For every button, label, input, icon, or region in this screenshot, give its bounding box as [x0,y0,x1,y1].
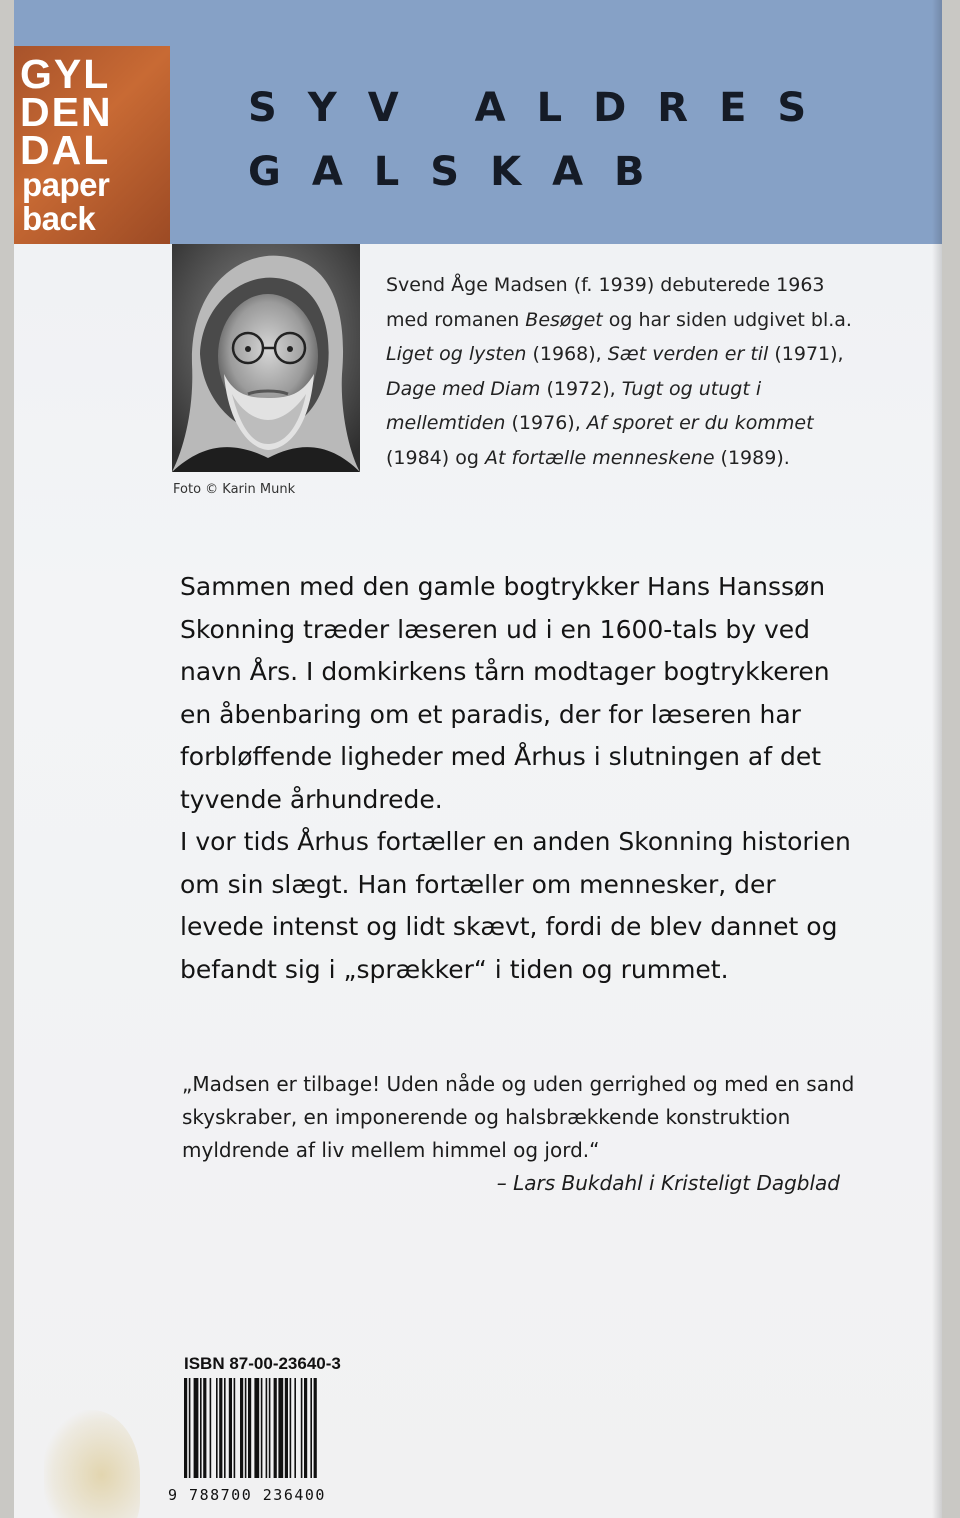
barcode-bar [310,1378,312,1478]
author-bio [386,268,856,475]
barcode [180,1378,372,1486]
barcode-bar [261,1378,263,1478]
bio-text: og har siden udgivet bl.a. [602,308,852,331]
bio-book-title: Liget og lysten [386,343,527,365]
quote-attribution: – Lars Bukdahl i Kristeligt Dagblad [496,1171,840,1195]
barcode-bar [248,1378,251,1478]
barcode-bar [210,1378,212,1478]
barcode-bar [285,1378,288,1478]
edge-shadow [932,0,942,1518]
barcode-bar [234,1378,236,1478]
blurb-paragraph-2: I vor tids Århus fortæller en anden Skonning historien om sin slægt. Han fortæller om mennesker, der levede intenst og lidt skævt, fordi de blev dannet og befandt sig i „sprækker“ i tiden og rummet. [180,827,851,984]
barcode-bar [245,1378,247,1478]
barcode-bar [219,1378,222,1478]
book-title [248,76,837,204]
barcode-bar [290,1378,292,1478]
bio-text: Svend Åge Madsen (f. 1939) debuterede 1963 med romanen [386,274,825,331]
barcode-bar [189,1378,191,1478]
bio-text: (1976), [505,412,587,434]
review-quote [182,1068,862,1200]
barcode-bar [200,1378,202,1478]
logo-line-5: back [22,200,96,237]
bio-book-title: Tugt og utugt i mellemtiden [386,377,762,434]
quote-text: „Madsen er tilbage! Uden nåde og uden gerrighed og med en sand skyskraber, en imponerende og halsbrækkende konstruktion myldrende af liv mellem himmel og jord.“ [182,1072,855,1162]
bio-text: (1984) og [386,446,485,469]
cover-stain [44,1410,140,1518]
logo-line-1: GYL [20,51,111,97]
barcode-bar [278,1378,283,1478]
barcode-bars [180,1378,372,1486]
author-photo [172,244,360,472]
barcode-bar [294,1378,296,1478]
bio-book-title: Af sporet er du kommet [586,412,814,434]
barcode-bar [304,1378,307,1478]
barcode-bar [314,1378,317,1478]
barcode-digits: 9 788700 236400 [168,1486,326,1504]
bio-text: (1968), [526,343,608,365]
barcode-bar [194,1378,199,1478]
author-portrait-image [172,244,360,472]
barcode-bar [266,1378,268,1478]
barcode-bar [240,1378,243,1478]
bio-book-title: Besøget [525,308,603,331]
barcode-bar [269,1378,271,1478]
isbn-label: ISBN 87-00-23640-3 [184,1354,341,1373]
book-back-cover [14,0,942,1518]
barcode-bar [184,1378,187,1478]
barcode-bar [254,1378,259,1478]
title-line-2: GALSKAB [248,149,676,195]
barcode-bar [301,1378,303,1478]
photo-credit: Foto © Karin Munk [173,482,296,497]
book-blurb [180,566,860,991]
barcode-bar [203,1378,206,1478]
bio-book-title: Sæt verden er til [607,343,769,365]
barcode-bar [229,1378,232,1478]
logo-line-4: paper [22,166,110,203]
logo-line-3: DAL [20,127,111,173]
barcode-bar [274,1378,277,1478]
bio-text: (1972), [540,377,622,400]
title-line-1: SYV ALDRES [248,85,838,131]
bio-text: (1971), [768,343,844,365]
barcode-bar [216,1378,218,1478]
blurb-paragraph-1: Sammen med den gamle bogtrykker Hans Hanssøn Skonning træder læseren ud i en 1600-tals by ved navn Års. I domkirkens tårn modtager bogtrykkeren en åbenbaring om et paradis, der for læseren har forbløffende ligheder med Århus i slutningen af det tyvende århundrede. [180,572,830,814]
bio-book-title: At fortælle menneskene [484,446,715,469]
logo-line-2: DEN [20,89,113,135]
bio-text: (1989). [714,446,790,469]
publisher-logo [14,46,170,244]
bio-book-title: Dage med Diam [386,377,541,400]
barcode-bar [224,1378,226,1478]
